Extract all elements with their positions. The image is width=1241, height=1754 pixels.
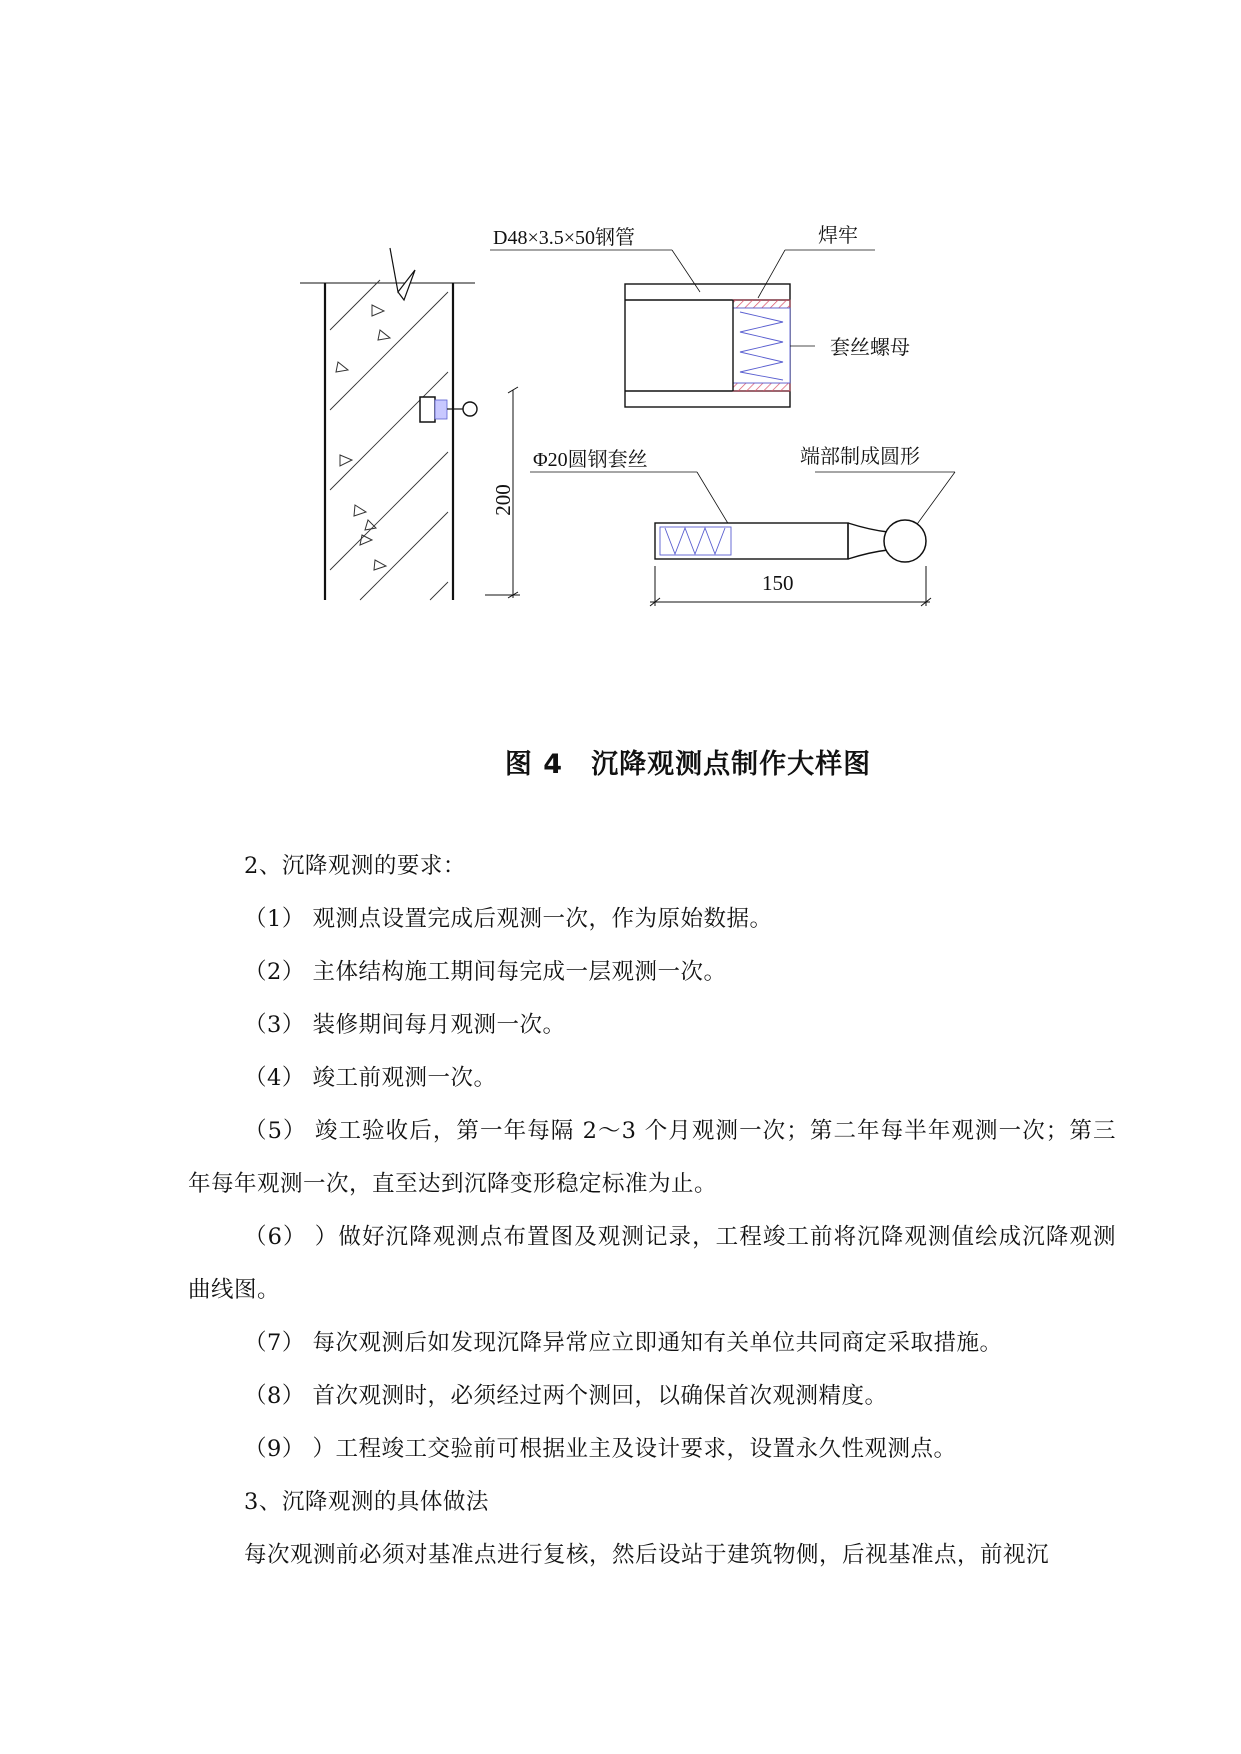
- requirement-item: （8） 首次观测时，必须经过两个测回，以确保首次观测精度。: [244, 1383, 888, 1409]
- section-3-heading: 3、沉降观测的具体做法: [244, 1489, 489, 1515]
- rod-label: Φ20圆钢套丝: [533, 449, 648, 471]
- section-3-text: 每次观测前必须对基准点进行复核，然后设站于建筑物侧，后视基准点，前视沉: [244, 1542, 1050, 1568]
- section-2-heading: 2、沉降观测的要求：: [244, 853, 466, 879]
- figure-caption: 图 4 沉降观测点制作大样图: [504, 749, 872, 780]
- pipe-label: D48×3.5×50钢管: [493, 227, 636, 249]
- requirement-item: （2） 主体结构施工期间每完成一层观测一次。: [244, 959, 727, 985]
- requirement-item: （6） ）做好沉降观测点布置图及观测记录，工程竣工前将沉降观测值绘成沉降观测曲线图。: [188, 1224, 1116, 1303]
- steel-pipe-section: [625, 284, 790, 407]
- nut-label: 套丝螺母: [830, 337, 910, 359]
- wall-section: [300, 248, 477, 600]
- requirement-item: （1） 观测点设置完成后观测一次，作为原始数据。: [244, 906, 773, 932]
- length-dim-label: 150: [762, 571, 794, 595]
- requirement-item: （7） 每次观测后如发现沉降异常应立即通知有关单位共同商定采取措施。: [244, 1330, 1003, 1356]
- requirement-item: （3） 装修期间每月观测一次。: [244, 1012, 566, 1038]
- end-label: 端部制成圆形: [800, 446, 920, 468]
- requirement-item: （4） 竣工前观测一次。: [244, 1065, 497, 1091]
- requirement-item: （9） ）工程竣工交验前可根据业主及设计要求，设置永久性观测点。: [244, 1436, 957, 1462]
- requirement-item: （5） 竣工验收后，第一年每隔 2～3 个月观测一次；第二年每半年观测一次；第三年每年观测一次，直至达到沉降变形稳定标准为止。: [188, 1118, 1116, 1197]
- round-rod: [655, 520, 926, 562]
- weld-label: 焊牢: [818, 225, 858, 247]
- settlement-point-detail-drawing: [0, 0, 1241, 640]
- height-dim-label: 200: [491, 484, 515, 516]
